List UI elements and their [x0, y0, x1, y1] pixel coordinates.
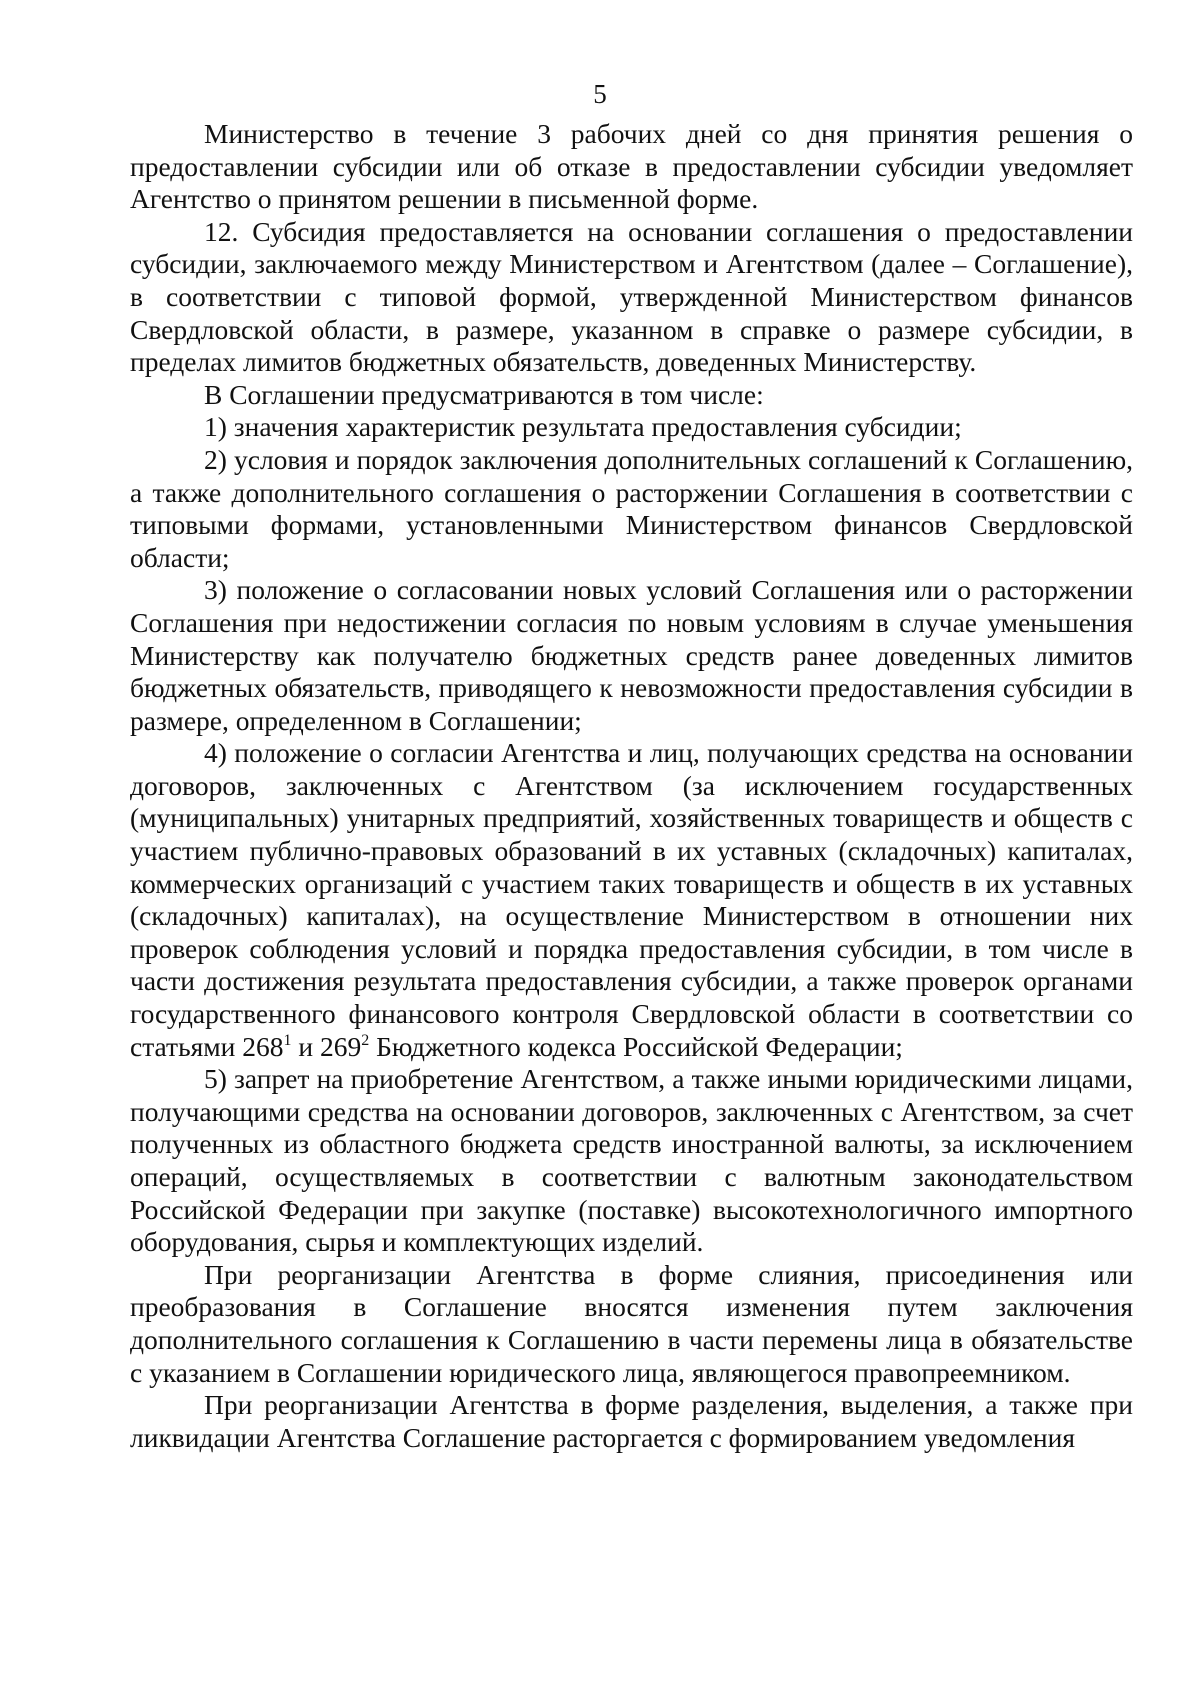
list-item-1-result-characteristics: 1) значения характеристик результата предоставления субсидии; [204, 411, 962, 443]
list-item-3-new-conditions: 3) положение о согласовании новых условий Соглашения или о расторжении Соглашения при недостижении согласия по новым условиям в случае уменьшения Министерству как получателю бюджетных средств ранее доведенных лимитов бюджетных обязательств, приводящего к невозможности предоставления субсидии в размере, определенном в Соглашении; [130, 574, 1133, 736]
paragraph-reorganization-division: При реорганизации Агентства в форме разделения, выделения, а также при ликвидации Агентства Соглашение расторгается с формированием уведомления [130, 1389, 1133, 1453]
list-item-2-additional-agreements: 2) условия и порядок заключения дополнительных соглашений к Соглашению, а также дополнительного соглашения о расторжении Соглашения в соответствии с типовыми формами, установленными Министерством финансов Свердловской области; [130, 443, 1133, 573]
paragraph-item-12-subsidy-agreement: 12. Субсидия предоставляется на основании соглашения о предоставлении субсидии, заключаемого между Министерством и Агентством (далее – Соглашение), в соответствии с типовой формой, утвержденной Министерством финансов Свердловской области, в размере, указанном в справке о размере субсидии, в пределах лимитов бюджетных обязательств, доведенных Министерству. [130, 215, 1133, 378]
paragraph-reorganization-merger: При реорганизации Агентства в форме слияния, присоединения или преобразования в Соглашение вносятся изменения путем заключения дополнительного соглашения к Соглашению в части перемены лица в обязательстве с указанием в Соглашении юридического лица, являющегося правопреемником. [130, 1258, 1133, 1388]
list-item-4-main-text: 4) положение о согласии Агентства и лиц, получающих средства на основании договоров, заключенных с Агентством (за исключением государственных (муниципальных) унитарных предприятий, хозяйственных товариществ и обществ с участием публично-правовых образований в их уставных (складочных) капиталах, коммерческих организаций с участием таких товариществ и обществ в их уставных (складочных) капиталах), на осуществление Министерством в отношении них проверок соблюдения условий и порядка предоставления субсидии, в том числе в части достижения результата предоставления субсидии, а также проверок органами государственного финансового контроля Свердловской области в соответствии со статьями [130, 737, 1133, 1062]
list-item-5-foreign-currency-ban: 5) запрет на приобретение Агентством, а также иными юридическими лицами, получающими средства на основании договоров, заключенных с Агентством, за счет полученных из областного бюджета средств иностранной валюты, за исключением операций, осуществляемых в соответствии с валютным законодательством Российской Федерации при закупке (поставке) высокотехнологичного импортного оборудования, сырья и комплектующих изделий. [130, 1063, 1133, 1258]
document-body [130, 118, 1133, 1454]
article-269-superscript: 2 [361, 1031, 370, 1049]
paragraph-agreement-provisions-intro: В Соглашении предусматриваются в том числе: [204, 378, 764, 410]
list-item-4-consent-to-inspections [130, 737, 1133, 1063]
list-item-4-tail-text: Бюджетного кодекса Российской Федерации; [369, 1030, 903, 1062]
article-268-superscript: 1 [283, 1031, 292, 1049]
page-number: 5 [593, 79, 607, 109]
article-269-number: и 269 [291, 1030, 362, 1062]
article-268-number: 268 [235, 1030, 284, 1062]
paragraph-ministry-notification: Министерство в течение 3 рабочих дней со дня принятия решения о предоставлении субсидии или об отказе в предоставлении субсидии уведомляет Агентство о принятом решении в письменной форме. [130, 118, 1133, 215]
